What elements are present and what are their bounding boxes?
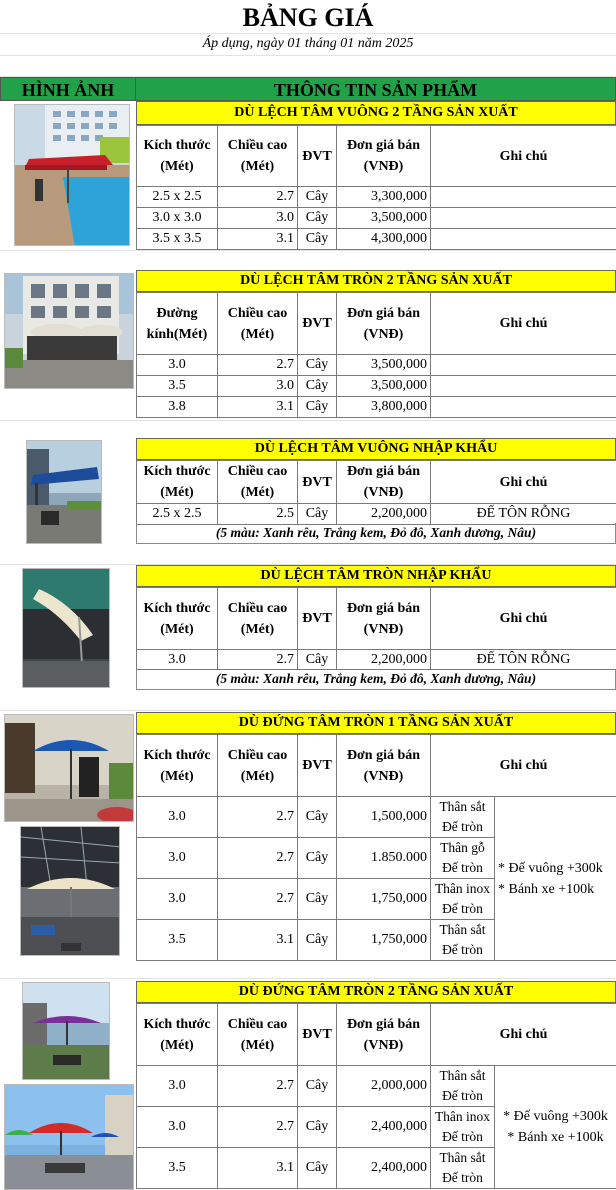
cell-height: 2.7 xyxy=(218,187,298,208)
cell-price: 3,500,000 xyxy=(337,208,431,229)
table-row xyxy=(137,797,616,838)
table-row xyxy=(137,187,616,208)
cell-unit: Cây xyxy=(298,355,337,376)
column-header-price: Đơn giá bán (VNĐ) xyxy=(337,735,431,797)
cell-note: ĐẾ TÔN RỖNG xyxy=(431,504,616,525)
cell-price: 3,300,000 xyxy=(337,187,431,208)
cell-size: 3.0 xyxy=(137,1107,218,1148)
cell-price: 3,800,000 xyxy=(337,397,431,418)
column-header-size: Kích thước (Mét) xyxy=(137,588,218,650)
cell-base: Đế tròn xyxy=(442,901,483,916)
cell-base: Đế tròn xyxy=(442,1088,483,1103)
cell-height: 3.0 xyxy=(218,208,298,229)
cell-unit: Cây xyxy=(298,1107,337,1148)
column-header-price: Đơn giá bán (VNĐ) xyxy=(337,1004,431,1066)
column-header-height: Chiều cao (Mét) xyxy=(218,293,298,355)
product-photo-square-offset-2tier xyxy=(14,104,130,246)
cell-size: 3.0 xyxy=(137,1066,218,1107)
table-row xyxy=(137,504,616,525)
column-header-note: Ghi chú xyxy=(431,461,616,504)
cell-size: 2.5 x 2.5 xyxy=(137,504,218,525)
extra-square-base: * Đế vuông +300k xyxy=(498,860,603,876)
cell-height: 2.7 xyxy=(218,1107,298,1148)
cell-height: 2.7 xyxy=(218,797,298,838)
table-header-row xyxy=(137,588,616,650)
cell-unit: Cây xyxy=(298,376,337,397)
color-options-note: (5 màu: Xanh rêu, Trắng kem, Đỏ đô, Xanh dương, Nâu) xyxy=(136,669,616,690)
table-header-row xyxy=(137,461,616,504)
column-header-price: Đơn giá bán (VNĐ) xyxy=(337,461,431,504)
price-table xyxy=(136,587,616,670)
cell-note xyxy=(431,355,616,376)
column-header-size: Kích thước (Mét) xyxy=(137,126,218,187)
cell-height: 3.1 xyxy=(218,920,298,961)
cell-note: ĐẾ TÔN RỖNG xyxy=(431,650,616,670)
cell-note xyxy=(431,397,616,418)
table-header-row xyxy=(137,1004,616,1066)
table-row xyxy=(137,650,616,670)
cell-body: Thân gỗ xyxy=(440,840,485,855)
cell-note xyxy=(431,229,616,250)
cell-base: Đế tròn xyxy=(442,1129,483,1144)
column-header-unit: ĐVT xyxy=(298,293,337,355)
product-photo-round-offset-2tier xyxy=(4,273,134,389)
cell-material xyxy=(431,1148,495,1189)
product-photo-round-center-1tier-a xyxy=(4,714,134,822)
cell-unit: Cây xyxy=(298,397,337,418)
table-row xyxy=(137,376,616,397)
product-photo-round-center-1tier-b xyxy=(20,826,120,956)
cell-unit: Cây xyxy=(298,838,337,879)
cell-size: 3.8 xyxy=(137,397,218,418)
cell-unit: Cây xyxy=(298,920,337,961)
cell-price: 3,500,000 xyxy=(337,355,431,376)
cell-unit: Cây xyxy=(298,187,337,208)
price-table xyxy=(136,125,616,250)
cell-note xyxy=(431,208,616,229)
price-table xyxy=(136,292,616,418)
cell-unit: Cây xyxy=(298,229,337,250)
price-table xyxy=(136,734,616,961)
cell-material xyxy=(431,838,495,879)
cell-unit: Cây xyxy=(298,650,337,670)
column-header-height: Chiều cao (Mét) xyxy=(218,461,298,504)
cell-size: 2.5 x 2.5 xyxy=(137,187,218,208)
column-header-size: Kích thước (Mét) xyxy=(137,735,218,797)
product-photo-round-offset-imported xyxy=(22,568,110,688)
cell-unit: Cây xyxy=(298,879,337,920)
cell-material xyxy=(431,1107,495,1148)
cell-price: 1,750,000 xyxy=(337,879,431,920)
cell-size: 3.5 xyxy=(137,920,218,961)
column-header-diameter: Đường kính(Mét) xyxy=(137,293,218,355)
cell-height: 2.7 xyxy=(218,1066,298,1107)
table-row xyxy=(137,397,616,418)
cell-material xyxy=(431,879,495,920)
cell-height: 3.1 xyxy=(218,397,298,418)
section-title: DÙ LỆCH TÂM VUÔNG NHẬP KHẨU xyxy=(136,438,616,460)
cell-base: Đế tròn xyxy=(442,819,483,834)
color-options-note: (5 màu: Xanh rêu, Trắng kem, Đỏ đô, Xanh dương, Nâu) xyxy=(136,523,616,544)
price-table xyxy=(136,460,616,525)
section-title: DÙ ĐỨNG TÂM TRÒN 2 TẦNG SẢN XUẤT xyxy=(136,981,616,1003)
column-header-unit: ĐVT xyxy=(298,1004,337,1066)
extra-wheels: * Bánh xe +100k xyxy=(507,1130,604,1145)
cell-price: 2,000,000 xyxy=(337,1066,431,1107)
cell-price: 1.850.000 xyxy=(337,838,431,879)
column-header-unit: ĐVT xyxy=(298,588,337,650)
cell-height: 3.1 xyxy=(218,229,298,250)
cell-size: 3.0 xyxy=(137,797,218,838)
column-header-note: Ghi chú xyxy=(431,293,616,355)
cell-height: 3.0 xyxy=(218,376,298,397)
cell-body: Thân sắt xyxy=(439,1150,486,1165)
column-header-unit: ĐVT xyxy=(298,461,337,504)
table-header-row xyxy=(137,735,616,797)
cell-extras xyxy=(495,1066,616,1189)
column-header-height: Chiều cao (Mét) xyxy=(218,588,298,650)
cell-price: 2,200,000 xyxy=(337,504,431,525)
cell-size: 3.0 x 3.0 xyxy=(137,208,218,229)
column-header-unit: ĐVT xyxy=(298,126,337,187)
extra-square-base: * Đế vuông +300k xyxy=(503,1109,608,1124)
table-row xyxy=(137,208,616,229)
column-header-note: Ghi chú xyxy=(431,1004,616,1066)
column-header-note: Ghi chú xyxy=(431,588,616,650)
column-header-height: Chiều cao (Mét) xyxy=(218,735,298,797)
cell-size: 3.0 xyxy=(137,838,218,879)
section-title: DÙ LỆCH TÂM TRÒN NHẬP KHẨU xyxy=(136,565,616,587)
cell-size: 3.0 xyxy=(137,879,218,920)
cell-height: 2.7 xyxy=(218,355,298,376)
cell-body: Thân sắt xyxy=(439,799,486,814)
column-header-unit: ĐVT xyxy=(298,735,337,797)
cell-height: 3.1 xyxy=(218,1148,298,1189)
cell-size: 3.5 x 3.5 xyxy=(137,229,218,250)
column-header-note: Ghi chú xyxy=(431,735,616,797)
cell-extras xyxy=(495,797,616,961)
section-title: DÙ LỆCH TÂM TRÒN 2 TẦNG SẢN XUẤT xyxy=(136,270,616,292)
cell-height: 2.7 xyxy=(218,838,298,879)
column-header-note: Ghi chú xyxy=(431,126,616,187)
cell-unit: Cây xyxy=(298,1148,337,1189)
cell-unit: Cây xyxy=(298,797,337,838)
image-column-header: HÌNH ẢNH xyxy=(0,77,136,101)
column-header-size: Kích thước (Mét) xyxy=(137,1004,218,1066)
cell-body: Thân sắt xyxy=(439,922,486,937)
cell-size: 3.0 xyxy=(137,650,218,670)
cell-size: 3.0 xyxy=(137,355,218,376)
cell-body: Thân inox xyxy=(434,1109,491,1124)
cell-price: 1,750,000 xyxy=(337,920,431,961)
column-header-price: Đơn giá bán (VNĐ) xyxy=(337,588,431,650)
cell-note xyxy=(431,187,616,208)
cell-unit: Cây xyxy=(298,208,337,229)
cell-price: 3,500,000 xyxy=(337,376,431,397)
product-photo-round-center-2tier-a xyxy=(22,982,110,1080)
cell-base: Đế tròn xyxy=(442,1170,483,1185)
cell-price: 1,500,000 xyxy=(337,797,431,838)
cell-body: Thân inox xyxy=(434,881,491,896)
product-photo-square-offset-imported xyxy=(26,440,102,544)
cell-material xyxy=(431,797,495,838)
table-row xyxy=(137,1066,616,1107)
price-table xyxy=(136,1003,616,1189)
cell-price: 2,400,000 xyxy=(337,1107,431,1148)
column-header-height: Chiều cao (Mét) xyxy=(218,126,298,187)
section-title: DÙ LỆCH TÂM VUÔNG 2 TẦNG SẢN XUẤT xyxy=(136,101,616,125)
cell-unit: Cây xyxy=(298,1066,337,1107)
cell-base: Đế tròn xyxy=(442,942,483,957)
page-subtitle: Áp dụng, ngày 01 tháng 01 năm 2025 xyxy=(202,36,414,51)
cell-material xyxy=(431,920,495,961)
column-header-price: Đơn giá bán (VNĐ) xyxy=(337,293,431,355)
cell-unit: Cây xyxy=(298,504,337,525)
product-photo-round-center-2tier-b xyxy=(4,1084,134,1190)
table-row xyxy=(137,355,616,376)
cell-height: 2.7 xyxy=(218,879,298,920)
cell-height: 2.7 xyxy=(218,650,298,670)
section-title: DÙ ĐỨNG TÂM TRÒN 1 TẦNG SẢN XUẤT xyxy=(136,712,616,734)
info-column-header: THÔNG TIN SẢN PHẨM xyxy=(135,77,616,101)
column-header-size: Kích thước (Mét) xyxy=(137,461,218,504)
cell-price: 2,400,000 xyxy=(337,1148,431,1189)
extra-wheels: * Bánh xe +100k xyxy=(498,881,595,897)
cell-material xyxy=(431,1066,495,1107)
table-row xyxy=(137,229,616,250)
table-header-row xyxy=(137,293,616,355)
table-header-row xyxy=(137,126,616,187)
cell-price: 2,200,000 xyxy=(337,650,431,670)
cell-height: 2.5 xyxy=(218,504,298,525)
cell-body: Thân sắt xyxy=(439,1068,486,1083)
cell-size: 3.5 xyxy=(137,376,218,397)
cell-note xyxy=(431,376,616,397)
column-header-height: Chiều cao (Mét) xyxy=(218,1004,298,1066)
cell-base: Đế tròn xyxy=(442,860,483,875)
column-header-price: Đơn giá bán (VNĐ) xyxy=(337,126,431,187)
page-title: BẢNG GIÁ xyxy=(242,3,374,32)
cell-size: 3.5 xyxy=(137,1148,218,1189)
cell-price: 4,300,000 xyxy=(337,229,431,250)
